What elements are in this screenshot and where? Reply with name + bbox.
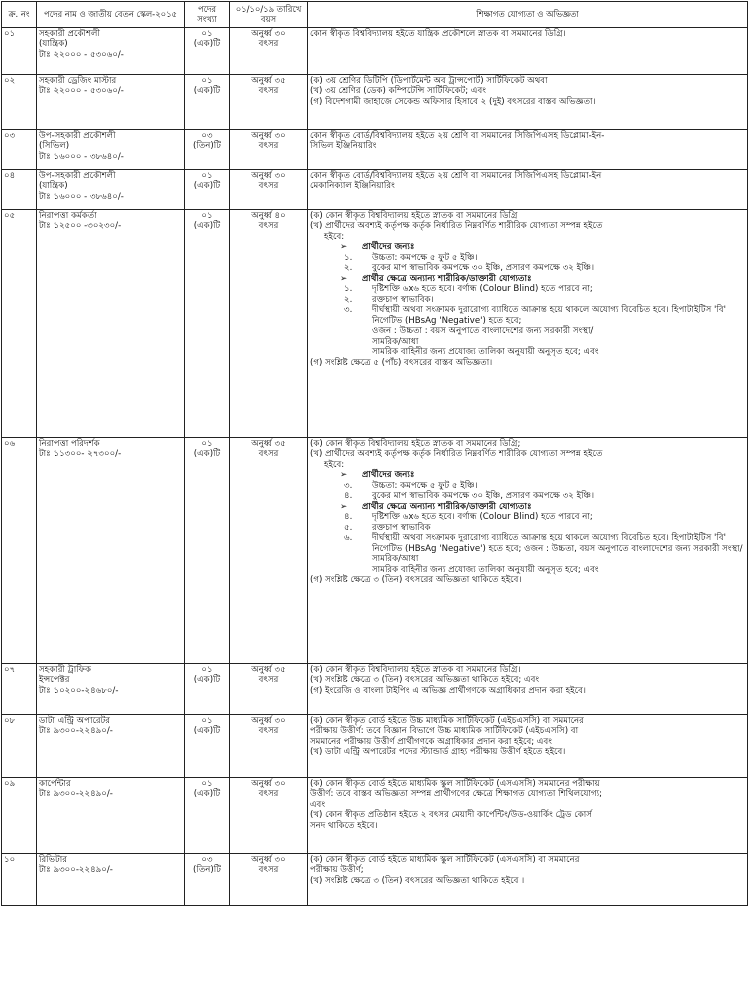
qual-numbered-line: ৩. উচ্চতা: কমপক্ষে ৫ ফুট ৫ ইঞ্চি। <box>344 480 478 491</box>
row-qualification <box>308 75 748 130</box>
post-line: ইন্সপেক্টর <box>39 675 70 686</box>
qual-line: সিভিল ইঞ্জিনিয়ারিং <box>310 141 377 152</box>
qual-line: এবং <box>310 799 326 810</box>
post-line: (সিভিল) <box>39 141 70 152</box>
row-post <box>37 664 185 715</box>
age-limit: অনুর্ধ্ব ৩৫ <box>251 439 286 449</box>
count-line: ০১ <box>201 665 213 675</box>
row-serial: ০৩ <box>2 130 37 170</box>
post-line: (যান্ত্রিক) <box>39 181 68 192</box>
qual-numbered-line: ৬. দীর্ঘস্থায়ী অথবা সংক্রামক দুরারোগ্য ব্যাধিতে আক্রান্ত হয়ে থাকলে অযোগ্য বিবেচিত হবে। হিপাটাইটিস 'বি' নিগেটিভ (HBsAg 'Negative') হতে হবে; ওজন : উচ্চতা, বয়স অনুপাতে বাংলাদেশের জন্য সরকারী সংস্থা/ <box>344 533 743 554</box>
qual-line: ওজন : উচ্চতা : বয়স অনুপাতে বাংলাদেশের জন্য সরকারী সংস্থা/ <box>372 326 594 337</box>
row-post <box>37 778 185 854</box>
row-qualification <box>308 854 748 906</box>
row-count <box>185 715 230 778</box>
table-row <box>2 438 748 664</box>
post-scale: টাঃ ১২৫০০ -৩০২৩০/- <box>39 221 122 232</box>
qual-line: কোন স্বীকৃত বোর্ড/বিশ্ববিদ্যালয় হইতে ২য় শ্রেণি বা সমমানের সিজিপিএসহ ডিপ্লোমা-ইন- <box>310 131 605 141</box>
table-row <box>2 854 748 906</box>
arrow-bullet-icon: ➢ <box>340 242 348 253</box>
row-qualification <box>308 438 748 664</box>
header-post-count: পদের সংখ্যা <box>185 2 230 28</box>
count-line: ০৩ <box>201 855 213 865</box>
post-line: ডাটা এন্ট্রি অপারেটর <box>39 716 111 726</box>
qual-line: (খ) সংশ্লিষ্ট ক্ষেত্রে ৩ (তিন) বৎসরের অভিজ্ঞতা থাকিতে হইবে । <box>310 875 525 886</box>
qual-line: (খ) ৩য় শ্রেণির (ডেক) কম্পিটেন্সি সার্টিফিকেট; এবং <box>310 86 486 97</box>
post-line: টাঃ ৯৩০০-২২৪৯০/- <box>39 726 113 737</box>
qual-line: (ক) কোন স্বীকৃত বিশ্ববিদ্যালয় হইতে স্নাতক বা সমমানের ডিগ্রি। <box>310 665 521 675</box>
row-age <box>230 28 308 75</box>
row-post <box>37 130 185 170</box>
qual-line: (খ) ডাটা এন্ট্রি অপারেটর পদের স্ট্যান্ডার্ড গ্রাহ্য পরীক্ষায় উত্তীর্ণ হইতে হইবে। <box>310 747 566 758</box>
post-line: টাঃ ২২০০০ - ৫৩০৬০/- <box>39 86 124 97</box>
qual-line: (ক) কোন স্বীকৃত বিশ্ববিদ্যালয় হইতে স্নাতক বা সমমানের ডিগ্রি <box>310 211 518 221</box>
qual-line: (গ) বিদেশগামী জাহাজে সেকেন্ড অফিসার হিসাবে ২ (দুই) বৎসরের বাস্তব অভিজ্ঞতা। <box>310 96 596 107</box>
qual-line: পরীক্ষায় উত্তীর্ণ; <box>310 865 364 876</box>
post-line: সহকারী ট্রাফিক <box>39 665 91 675</box>
qual-line: সমমানের পরীক্ষায় উত্তীর্ণ প্রার্থীগণকে অগ্রাধিকার প্রদান করা হইবে; এবং <box>310 736 552 747</box>
table-row <box>2 170 748 210</box>
row-serial: ০৮ <box>2 715 37 778</box>
post-line: টাঃ ৯৩০০-২২৪৯০/- <box>39 865 113 876</box>
count-line: (তিন)টি <box>193 141 221 152</box>
table-row <box>2 28 748 75</box>
qual-numbered-line: ৪. বুকের মাপ স্বাভাবিক কমপক্ষে ৩০ ইঞ্চি, প্রসারণ কমপক্ষে ৩২ ইঞ্চি। <box>344 491 595 502</box>
arrow-bullet-icon: ➢ <box>340 273 348 284</box>
row-count <box>185 28 230 75</box>
row-count <box>185 664 230 715</box>
qual-line: সামরিক/আধা <box>372 336 419 347</box>
count-line: ০৩ <box>201 131 213 141</box>
row-post <box>37 210 185 438</box>
row-serial: ১০ <box>2 854 37 906</box>
row-serial: ০৫ <box>2 210 37 438</box>
age-unit: বৎসর <box>258 221 279 232</box>
row-post <box>37 438 185 664</box>
post-line: টাঃ ১০২০০-২৪৬৮০/- <box>39 685 119 696</box>
age-line: বৎসর <box>258 726 279 737</box>
post-line: কার্পেন্টার <box>39 779 71 789</box>
post-name: নিরাপত্তা কর্মকর্তা <box>39 211 97 221</box>
header-age: ০১/১০/১৯ তারিখে বয়স <box>230 2 308 28</box>
row-post <box>37 715 185 778</box>
row-serial: ০৯ <box>2 778 37 854</box>
qual-line: (গ) সংশ্লিষ্ট ক্ষেত্রে ৫ (পাঁচ) বৎসরের বাস্তব অভিজ্ঞতা। <box>310 357 493 368</box>
row-post <box>37 854 185 906</box>
row-count <box>185 438 230 664</box>
count-words: (এক)টি <box>193 221 221 232</box>
row-qualification <box>308 664 748 715</box>
row-post <box>37 75 185 130</box>
qual-line: (গ) সংশ্লিষ্ট ক্ষেত্রে ৩ (তিন) বৎসরের অভিজ্ঞতা থাকিতে হইবে। <box>310 575 522 586</box>
qual-numbered-line: ১. উচ্চতা: কমপক্ষে ৫ ফুট ৫ ইঞ্চি। <box>344 252 478 263</box>
row-age <box>230 778 308 854</box>
age-line: অনুর্ধ্ব ৩০ <box>251 131 286 141</box>
count-line: (এক)টি <box>193 675 221 686</box>
count-words: (এক)টি <box>193 449 221 460</box>
row-age <box>230 170 308 210</box>
row-serial: ০৬ <box>2 438 37 664</box>
row-age <box>230 664 308 715</box>
row-qualification <box>308 210 748 438</box>
count-line: (এক)টি <box>193 86 221 97</box>
qual-line: সামরিক/আধা <box>372 554 419 565</box>
count-line: (তিন)টি <box>193 865 221 876</box>
row-count <box>185 778 230 854</box>
age-line: বৎসর <box>258 86 279 97</box>
post-line: টাঃ ১৬০০০ - ৩৮৬৪০/- <box>39 151 124 162</box>
count-line: (এক)টি <box>193 39 221 50</box>
row-qualification <box>308 778 748 854</box>
row-count <box>185 75 230 130</box>
post-line: টাঃ ১৬০০০ - ৩৮৬৪০/- <box>39 191 124 202</box>
row-count <box>185 130 230 170</box>
age-line: অনুর্ধ্ব ৩০ <box>251 171 286 181</box>
age-line: বৎসর <box>258 789 279 800</box>
qual-subheading: ➢ প্রার্থীর ক্ষেত্রে অন্যান্য শারীরিক/ডাক্তারী যোগ্যতাঃ <box>340 273 532 284</box>
arrow-bullet-icon: ➢ <box>340 501 348 512</box>
post-scale: টাঃ ১১৩০০- ২৭৩০০/- <box>39 449 122 460</box>
age-line: বৎসর <box>258 675 279 686</box>
qual-line: (ক) কোন স্বীকৃত বোর্ড হইতে মাধ্যমিক স্কুল সার্টিফিকেট (এসএসসি) সমমানের পরীক্ষায় <box>310 779 600 789</box>
qual-subheading: ➢ প্রার্থীদের জন্যঃ <box>340 470 415 481</box>
row-age <box>230 130 308 170</box>
row-serial: ০১ <box>2 28 37 75</box>
age-line: বৎসর <box>258 181 279 192</box>
post-line: (যান্ত্রিক) <box>39 39 68 50</box>
row-serial: ০৭ <box>2 664 37 715</box>
count-line: ০১ <box>201 716 213 726</box>
qual-line: (ক) কোন স্বীকৃত বোর্ড হইতে মাধ্যমিক স্কুল সার্টিফিকেট (এসএসসি) বা সমমানের <box>310 855 580 865</box>
qual-line: (ক) ৩য় শ্রেণির ডিটিপি (ডিপার্টমেন্ট অব ট্রান্সপোর্ট) সার্টিফিকেট অথবা <box>310 76 548 86</box>
qual-subheading: ➢ প্রার্থীদের জন্যঃ <box>340 242 415 253</box>
post-line: উপ-সহকারী প্রকৌশলী <box>39 131 116 141</box>
arrow-bullet-icon: ➢ <box>340 470 348 481</box>
row-qualification <box>308 28 748 75</box>
row-count <box>185 854 230 906</box>
table-row <box>2 664 748 715</box>
post-line: রিভিটার <box>39 855 67 865</box>
count-number: ০১ <box>201 211 213 221</box>
age-line: অনুর্ধ্ব ৩৫ <box>251 76 286 86</box>
age-line: বৎসর <box>258 141 279 152</box>
qual-line: (গ) ইংরেজি ও বাংলা টাইপিং এ অভিজ্ঞ প্রার্থীগণকে অগ্রাধিকার প্রদান করা হইবে। <box>310 685 586 696</box>
row-qualification <box>308 715 748 778</box>
row-count <box>185 170 230 210</box>
row-age <box>230 854 308 906</box>
qual-line: মেকানিক্যাল ইঞ্জিনিয়ারিং <box>310 181 395 192</box>
count-line: (এক)টি <box>193 789 221 800</box>
table-header-row <box>2 2 748 28</box>
count-line: (এক)টি <box>193 181 221 192</box>
age-line: অনুর্ধ্ব ৩০ <box>251 29 286 39</box>
post-line: উপ-সহকারী প্রকৌশলী <box>39 171 116 181</box>
row-serial: ০২ <box>2 75 37 130</box>
qual-numbered-line: ৪. দৃষ্টিশক্তি ৬x৬ হতে হবে। বর্ণান্ধ (Colour Blind) হতে পারবে না; <box>344 512 593 523</box>
qual-line: কোন স্বীকৃত বিশ্ববিদ্যালয় হইতে যান্ত্রিক প্রকৌশলে স্নাতক বা সমমানের ডিগ্রি। <box>310 29 566 39</box>
table-row <box>2 778 748 854</box>
post-line: টাঃ ২২০০০ - ৫৩০৬০/- <box>39 49 124 60</box>
row-post <box>37 170 185 210</box>
row-count <box>185 210 230 438</box>
header-qualification: শিক্ষাগত যোগ্যতা ও অভিজ্ঞতা <box>308 2 748 28</box>
age-line: অনুর্ধ্ব ৩০ <box>251 716 286 726</box>
qual-line: সামরিক বাহিনীর জন্য প্রযোজ্য তালিকা অনুযায়ী অনুসৃত হবে; এবং <box>372 347 599 358</box>
qual-line: সনদ থাকিতে হইবে। <box>310 820 378 831</box>
age-line: অনুর্ধ্ব ৩৫ <box>251 665 286 675</box>
qual-numbered-line: ২. বুকের মাপ স্বাভাবিক কমপক্ষে ৩০ ইঞ্চি, প্রসারণ কমপক্ষে ৩২ ইঞ্চি। <box>344 263 595 274</box>
qual-numbered-line: ২. রক্তচাপ স্বাভাবিক। <box>344 294 434 305</box>
qual-subheading: ➢ প্রার্থীর ক্ষেত্রে অন্যান্য শারীরিক/ডাক্তারী যোগ্যতাঃ <box>340 501 532 512</box>
qual-numbered-line: ১. দৃষ্টিশক্তি ৬x৬ হতে হবে। বর্ণান্ধ (Colour Blind) হতে পারবে না; <box>344 284 593 295</box>
count-line: ০১ <box>201 29 213 39</box>
qual-line: (খ) প্রার্থীদের অবশ্যই কর্তৃপক্ষ কর্তৃক নির্ধারিত নিম্নবর্ণিত শারীরিক যোগ্যতা সম্পন্ন হইতে <box>310 221 603 232</box>
age-line: অনুর্ধ্ব ৩০ <box>251 855 286 865</box>
qual-line: কোন স্বীকৃত বোর্ড/বিশ্ববিদ্যালয় হইতে ২য় শ্রেণি বা সমমানের সিজিপিএসহ ডিপ্লোমা-ইন <box>310 171 602 181</box>
job-requirements-table <box>1 1 748 906</box>
qual-line: (খ) কোন স্বীকৃত প্রতিষ্ঠান হইতে ২ বৎসর মেয়াদী কার্পেন্টিং/উড-ওয়ার্কিং ট্রেড কোর্স <box>310 810 592 821</box>
header-serial: ক্র. নং <box>2 2 37 28</box>
count-line: ০১ <box>201 76 213 86</box>
age-line: অনুর্ধ্ব ৩০ <box>251 779 286 789</box>
count-line: ০১ <box>201 171 213 181</box>
row-age <box>230 438 308 664</box>
header-post-and-scale: পদের নাম ও জাতীয় বেতন স্কেল-২০১৫ <box>37 2 185 28</box>
qual-line: (ক) কোন স্বীকৃত বিশ্ববিদ্যালয় হইতে স্নাতক বা সমমানের ডিগ্রি; <box>310 439 521 449</box>
row-post <box>37 28 185 75</box>
qual-line: উত্তীর্ণ: তবে বাস্তব অভিজ্ঞতা সম্পন্ন প্রার্থীগণের ক্ষেত্রে শিক্ষাগত যোগ্যতা শিথিলযোগ্য; <box>310 789 603 800</box>
qual-line: (খ) প্রার্থীদের অবশ্যই কর্তৃপক্ষ কর্তৃক নির্ধারিত নিম্নবর্ণিত শারীরিক যোগ্যতা সম্পন্ন হইতে <box>310 449 603 460</box>
qual-numbered-line: ৫. রক্তচাপ স্বাভাবিক <box>344 522 431 533</box>
qual-line: (খ) সংশ্লিষ্ট ক্ষেত্রে ৩ (তিন) বৎসরের অভিজ্ঞতা থাকিতে হইবে; এবং <box>310 675 540 686</box>
qual-line: পরীক্ষায় উত্তীর্ণ: তবে বিজ্ঞান বিভাগে উচ্চ মাধ্যমিক সার্টিফিকেট (এইচএসসি) বা <box>310 726 579 737</box>
age-line: বৎসর <box>258 39 279 50</box>
row-serial: ০৪ <box>2 170 37 210</box>
row-age <box>230 715 308 778</box>
row-qualification <box>308 130 748 170</box>
qual-line: (ক) কোন স্বীকৃত বোর্ড হইতে উচ্চ মাধ্যমিক সার্টিফিকেট (এইচএসসি) বা সমমানের <box>310 716 584 726</box>
count-line: ০১ <box>201 779 213 789</box>
row-age <box>230 210 308 438</box>
table-row <box>2 715 748 778</box>
table-row <box>2 130 748 170</box>
count-number: ০১ <box>201 439 213 449</box>
qual-line: হইবে: <box>324 231 345 242</box>
post-name: নিরাপত্তা পরিদর্শক <box>39 439 100 449</box>
qual-numbered-line: ৩. দীর্ঘস্থায়ী অথবা সংক্রামক দুরারোগ্য ব্যাধিতে আক্রান্ত হয়ে থাকলে অযোগ্য বিবেচিত হবে। হিপাটাইটিস 'বি' নিগেটিভ (HBsAg 'Negative') হতে হবে; <box>344 305 726 326</box>
post-line: সহকারী প্রকৌশলী <box>39 29 100 39</box>
age-limit: অনুর্ধ্ব ৪০ <box>251 211 286 221</box>
qual-line: সামরিক বাহিনীর জন্য প্রযোজ্য তালিকা অনুযায়ী অনুসৃত হবে; এবং <box>372 564 599 575</box>
qual-line: হইবে: <box>324 459 345 470</box>
table-row <box>2 210 748 438</box>
table-row <box>2 75 748 130</box>
post-line: সহকারী ড্রেজিং মাস্টার <box>39 76 117 86</box>
age-line: বৎসর <box>258 865 279 876</box>
post-line: টাঃ ৯৩০০-২২৪৯০/- <box>39 789 113 800</box>
age-unit: বৎসর <box>258 449 279 460</box>
row-qualification <box>308 170 748 210</box>
count-line: (এক)টি <box>193 726 221 737</box>
row-age <box>230 75 308 130</box>
